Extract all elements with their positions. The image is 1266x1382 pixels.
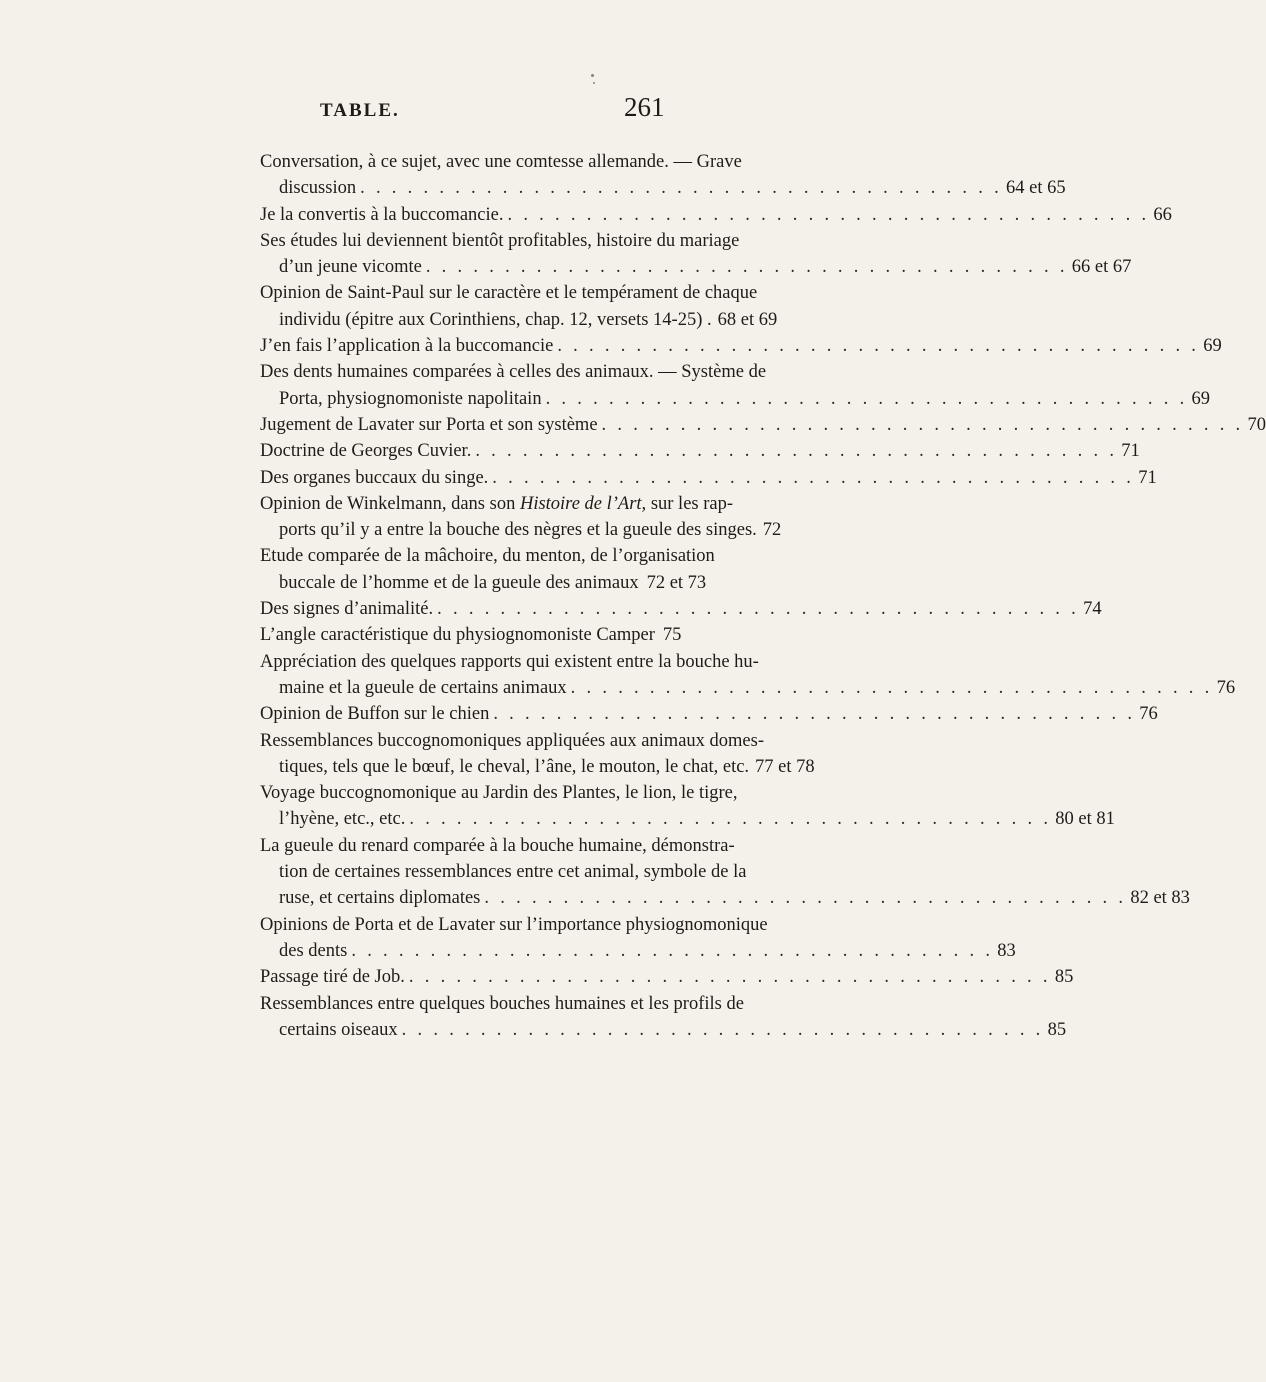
toc-entry-text: discussion bbox=[279, 178, 357, 199]
toc-page-ref: 72 et 73 bbox=[646, 572, 707, 593]
toc-page-ref: 69 bbox=[1203, 336, 1222, 357]
running-head bbox=[0, 86, 801, 126]
toc-entry-line bbox=[260, 280, 758, 306]
toc-entry-line bbox=[260, 333, 1222, 359]
dot-leader: . . . . . . . . . . . . . . . . . . . . . . . . . . . . . . . . . . . . . . . . . bbox=[507, 204, 1150, 225]
toc-entry-line bbox=[260, 728, 764, 754]
dot-leader: . . . . . . . . . . . . . . . . . . . . . . . . . . . . . . . . . . . . . . . . . bbox=[475, 441, 1118, 462]
toc-entry-text: Voyage buccognomonique au Jardin des Plantes, le lion, le tigre, bbox=[260, 783, 738, 804]
toc-entry-line bbox=[260, 307, 778, 333]
toc-page-ref: 75 bbox=[662, 625, 682, 646]
dot-leader: . . . . . . . . . . . . . . . . . . . . . . . . . . . . . . . . . . . . . . . . . bbox=[492, 467, 1135, 488]
toc-entry bbox=[260, 202, 1172, 228]
toc-entry bbox=[260, 780, 1115, 833]
toc-entry-line bbox=[260, 649, 759, 675]
toc-entry-text: L’angle caractéristique du physiognomoniste Camper bbox=[260, 625, 655, 646]
toc-entry bbox=[260, 543, 715, 596]
toc-entry bbox=[260, 359, 1211, 412]
dot-leader: . . . . . . . . . . . . . . . . . . . . . . . . . . . . . . . . . . . . . . . . . bbox=[557, 336, 1200, 357]
toc-entry-line bbox=[260, 885, 1190, 911]
dot-leader: . . . . . . . . . . . . . . . . . . . . . . . . . . . . . . . . . . . . . . . . . bbox=[401, 1019, 1044, 1040]
toc-page-ref: 68 et 69 bbox=[717, 309, 778, 330]
toc-page-ref: 71 bbox=[1138, 467, 1157, 488]
toc-page-ref: 66 et 67 bbox=[1071, 257, 1132, 278]
toc-entry-text: tion de certaines ressemblances entre cet animal, symbole de la bbox=[279, 862, 747, 883]
toc-entry-line bbox=[260, 991, 744, 1017]
dot-leader: . . . . . . . . . . . . . . . . . . . . . . . . . . . . . . . . . . . . . . . . . bbox=[601, 414, 1244, 435]
toc-entry-text: des dents bbox=[279, 940, 348, 961]
toc-entry-line bbox=[260, 412, 1266, 438]
toc-page-ref: 80 et 81 bbox=[1055, 809, 1115, 830]
toc-entry bbox=[260, 412, 1266, 438]
toc-entry-text: J’en fais l’application à la buccomancie bbox=[260, 336, 554, 357]
toc-entry-line bbox=[260, 675, 1236, 701]
toc-page-ref: 85 bbox=[1054, 967, 1074, 988]
toc-page-ref: 71 bbox=[1121, 441, 1140, 462]
dot-leader: . . . . . . . . . . . . . . . . . . . . . . . . . . . . . . . . . . . . . . . . . bbox=[570, 677, 1213, 698]
toc-page-ref: 82 et 83 bbox=[1130, 888, 1190, 909]
toc-page-ref: 70 bbox=[1247, 414, 1266, 435]
running-title: TABLE. bbox=[320, 100, 400, 121]
toc-entry-line bbox=[260, 912, 768, 938]
toc-entry-text: Opinions de Porta et de Lavater sur l’importance physiognomonique bbox=[260, 914, 768, 935]
toc-entry bbox=[260, 833, 1190, 912]
toc-page-ref: 72 bbox=[762, 520, 782, 541]
toc-entry-line bbox=[260, 465, 1157, 491]
toc-entry-text: ruse, et certains diplomates bbox=[279, 888, 481, 909]
toc-entry-text: Ressemblances buccognomoniques appliquées aux animaux domes- bbox=[260, 730, 764, 751]
dot-leader: . . . . . . . . . . . . . . . . . . . . . . . . . . . . . . . . . . . . . . . . . bbox=[408, 967, 1051, 988]
toc-entry bbox=[260, 333, 1222, 359]
toc-entry bbox=[260, 964, 1074, 990]
toc-entry-text: Doctrine de Georges Cuvier. bbox=[260, 441, 472, 462]
toc-entry bbox=[260, 465, 1157, 491]
toc-entry-line bbox=[260, 386, 1211, 412]
toc-entry bbox=[260, 649, 1236, 702]
dot-leader: . . . . . . . . . . . . . . . . . . . . . . . . . . . . . . . . . . . . . . . . . bbox=[437, 599, 1080, 620]
toc-entry-line bbox=[260, 833, 735, 859]
toc-entry bbox=[260, 438, 1140, 464]
toc-entry bbox=[260, 622, 682, 648]
toc-entry-line bbox=[260, 622, 682, 648]
toc-entry-line bbox=[260, 964, 1074, 990]
toc-entry-line bbox=[260, 517, 782, 543]
toc-entry-text: Ressemblances entre quelques bouches humaines et les profils de bbox=[260, 993, 744, 1014]
toc-entry-line bbox=[260, 491, 734, 517]
toc-page-ref: 64 et 65 bbox=[1006, 178, 1066, 199]
toc-entry-text: individu (épitre aux Corinthiens, chap. 12, versets 14-25) . bbox=[279, 309, 712, 330]
toc-entry-text: Passage tiré de Job. bbox=[260, 967, 405, 988]
toc-entry-line bbox=[260, 254, 1132, 280]
toc-entry-text: maine et la gueule de certains animaux bbox=[279, 677, 567, 698]
toc-entry-text: Des dents humaines comparées à celles des animaux. — Système de bbox=[260, 362, 767, 383]
toc-entry bbox=[260, 701, 1158, 727]
toc-page-ref: 85 bbox=[1047, 1019, 1067, 1040]
toc-entry-text: Opinion de Buffon sur le chien bbox=[260, 704, 490, 725]
toc-page-ref: 77 et 78 bbox=[755, 756, 815, 777]
dot-leader: . . . . . . . . . . . . . . . . . . . . . . . . . . . . . . . . . . . . . . . . . bbox=[425, 257, 1068, 278]
toc-entry bbox=[260, 991, 1067, 1044]
toc-entry-text: Je la convertis à la buccomancie. bbox=[260, 204, 504, 225]
toc-entry-line bbox=[260, 938, 1016, 964]
dot-leader: . . . . . . . . . . . . . . . . . . . . . . . . . . . . . . . . . . . . . . . . . bbox=[351, 940, 994, 961]
toc-entry-line bbox=[260, 859, 747, 885]
toc-entry-line bbox=[260, 359, 767, 385]
toc-entry-text: Opinion de Winkelmann, dans son Histoire de l’Art, sur les rap- bbox=[260, 493, 734, 514]
toc-page-ref: 69 bbox=[1191, 388, 1211, 409]
toc-entry-line bbox=[260, 202, 1172, 228]
toc-entry bbox=[260, 912, 1016, 965]
dot-leader: . . . . . . . . . . . . . . . . . . . . . . . . . . . . . . . . . . . . . . . . . bbox=[409, 809, 1052, 830]
toc-page-ref: 76 bbox=[1216, 677, 1236, 698]
toc-entry-text: certains oiseaux bbox=[279, 1019, 398, 1040]
toc-entry-line bbox=[260, 596, 1102, 622]
toc-entry-text: l’hyène, etc., etc. bbox=[279, 809, 406, 830]
toc-entry-text: Etude comparée de la mâchoire, du menton, de l’organisation bbox=[260, 546, 715, 567]
toc-entry-line bbox=[260, 175, 1066, 201]
toc-entry-line bbox=[260, 228, 740, 254]
toc-page-ref: 66 bbox=[1153, 204, 1172, 225]
toc-page-ref: 76 bbox=[1139, 704, 1158, 725]
dot-leader: . . . . . . . . . . . . . . . . . . . . . . . . . . . . . . . . . . . . . . . . . bbox=[545, 388, 1188, 409]
toc-entry-text: d’un jeune vicomte bbox=[279, 257, 422, 278]
toc-entry bbox=[260, 491, 782, 544]
toc-entry-text: tiques, tels que le bœuf, le cheval, l’âne, le mouton, le chat, etc. bbox=[279, 756, 750, 777]
toc-entry-line bbox=[260, 754, 815, 780]
toc-entry-line bbox=[260, 701, 1158, 727]
page-number: 261 bbox=[624, 92, 665, 122]
paper-speck bbox=[591, 74, 594, 77]
toc-entry-text: Des organes buccaux du singe. bbox=[260, 467, 489, 488]
toc-entry bbox=[260, 596, 1102, 622]
toc-entry-line bbox=[260, 149, 742, 175]
toc-entry-text: buccale de l’homme et de la gueule des animaux bbox=[279, 572, 639, 593]
toc-entry bbox=[260, 728, 815, 781]
toc-entry-line bbox=[260, 780, 738, 806]
toc-entry-line bbox=[260, 543, 715, 569]
toc-entry bbox=[260, 149, 1066, 202]
toc-entry-line bbox=[260, 570, 707, 596]
toc-entry-text: Opinion de Saint-Paul sur le caractère et le tempérament de chaque bbox=[260, 283, 758, 304]
dot-leader: . . . . . . . . . . . . . . . . . . . . . . . . . . . . . . . . . . . . . . . . . bbox=[493, 704, 1136, 725]
toc-entry-text: Conversation, à ce sujet, avec une comtesse allemande. — Grave bbox=[260, 152, 742, 172]
toc-entry-text: Porta, physiognomoniste napolitain bbox=[279, 388, 542, 409]
table-of-contents bbox=[260, 149, 1266, 1043]
dot-leader: . . . . . . . . . . . . . . . . . . . . . . . . . . . . . . . . . . . . . . . . . bbox=[484, 888, 1127, 909]
toc-entry-text: La gueule du renard comparée à la bouche humaine, démonstra- bbox=[260, 835, 735, 856]
toc-entry-text: Des signes d’animalité. bbox=[260, 599, 434, 620]
toc-entry-line bbox=[260, 1017, 1067, 1043]
toc-page-ref: 74 bbox=[1083, 599, 1102, 620]
toc-entry-line bbox=[260, 438, 1140, 464]
toc-entry bbox=[260, 228, 1132, 281]
paper-speck bbox=[593, 82, 595, 84]
toc-entry-text: Ses études lui deviennent bientôt profitables, histoire du mariage bbox=[260, 230, 740, 251]
toc-entry-text: Jugement de Lavater sur Porta et son système bbox=[260, 414, 598, 435]
toc-entry-line bbox=[260, 806, 1115, 832]
toc-entry bbox=[260, 280, 778, 333]
toc-entry-text: ports qu’il y a entre la bouche des nègres et la gueule des singes. bbox=[279, 520, 757, 541]
dot-leader: . . . . . . . . . . . . . . . . . . . . . . . . . . . . . . . . . . . . . . . . . bbox=[360, 178, 1003, 199]
toc-entry-text: Appréciation des quelques rapports qui existent entre la bouche hu- bbox=[260, 651, 759, 672]
toc-page-ref: 83 bbox=[997, 940, 1016, 961]
